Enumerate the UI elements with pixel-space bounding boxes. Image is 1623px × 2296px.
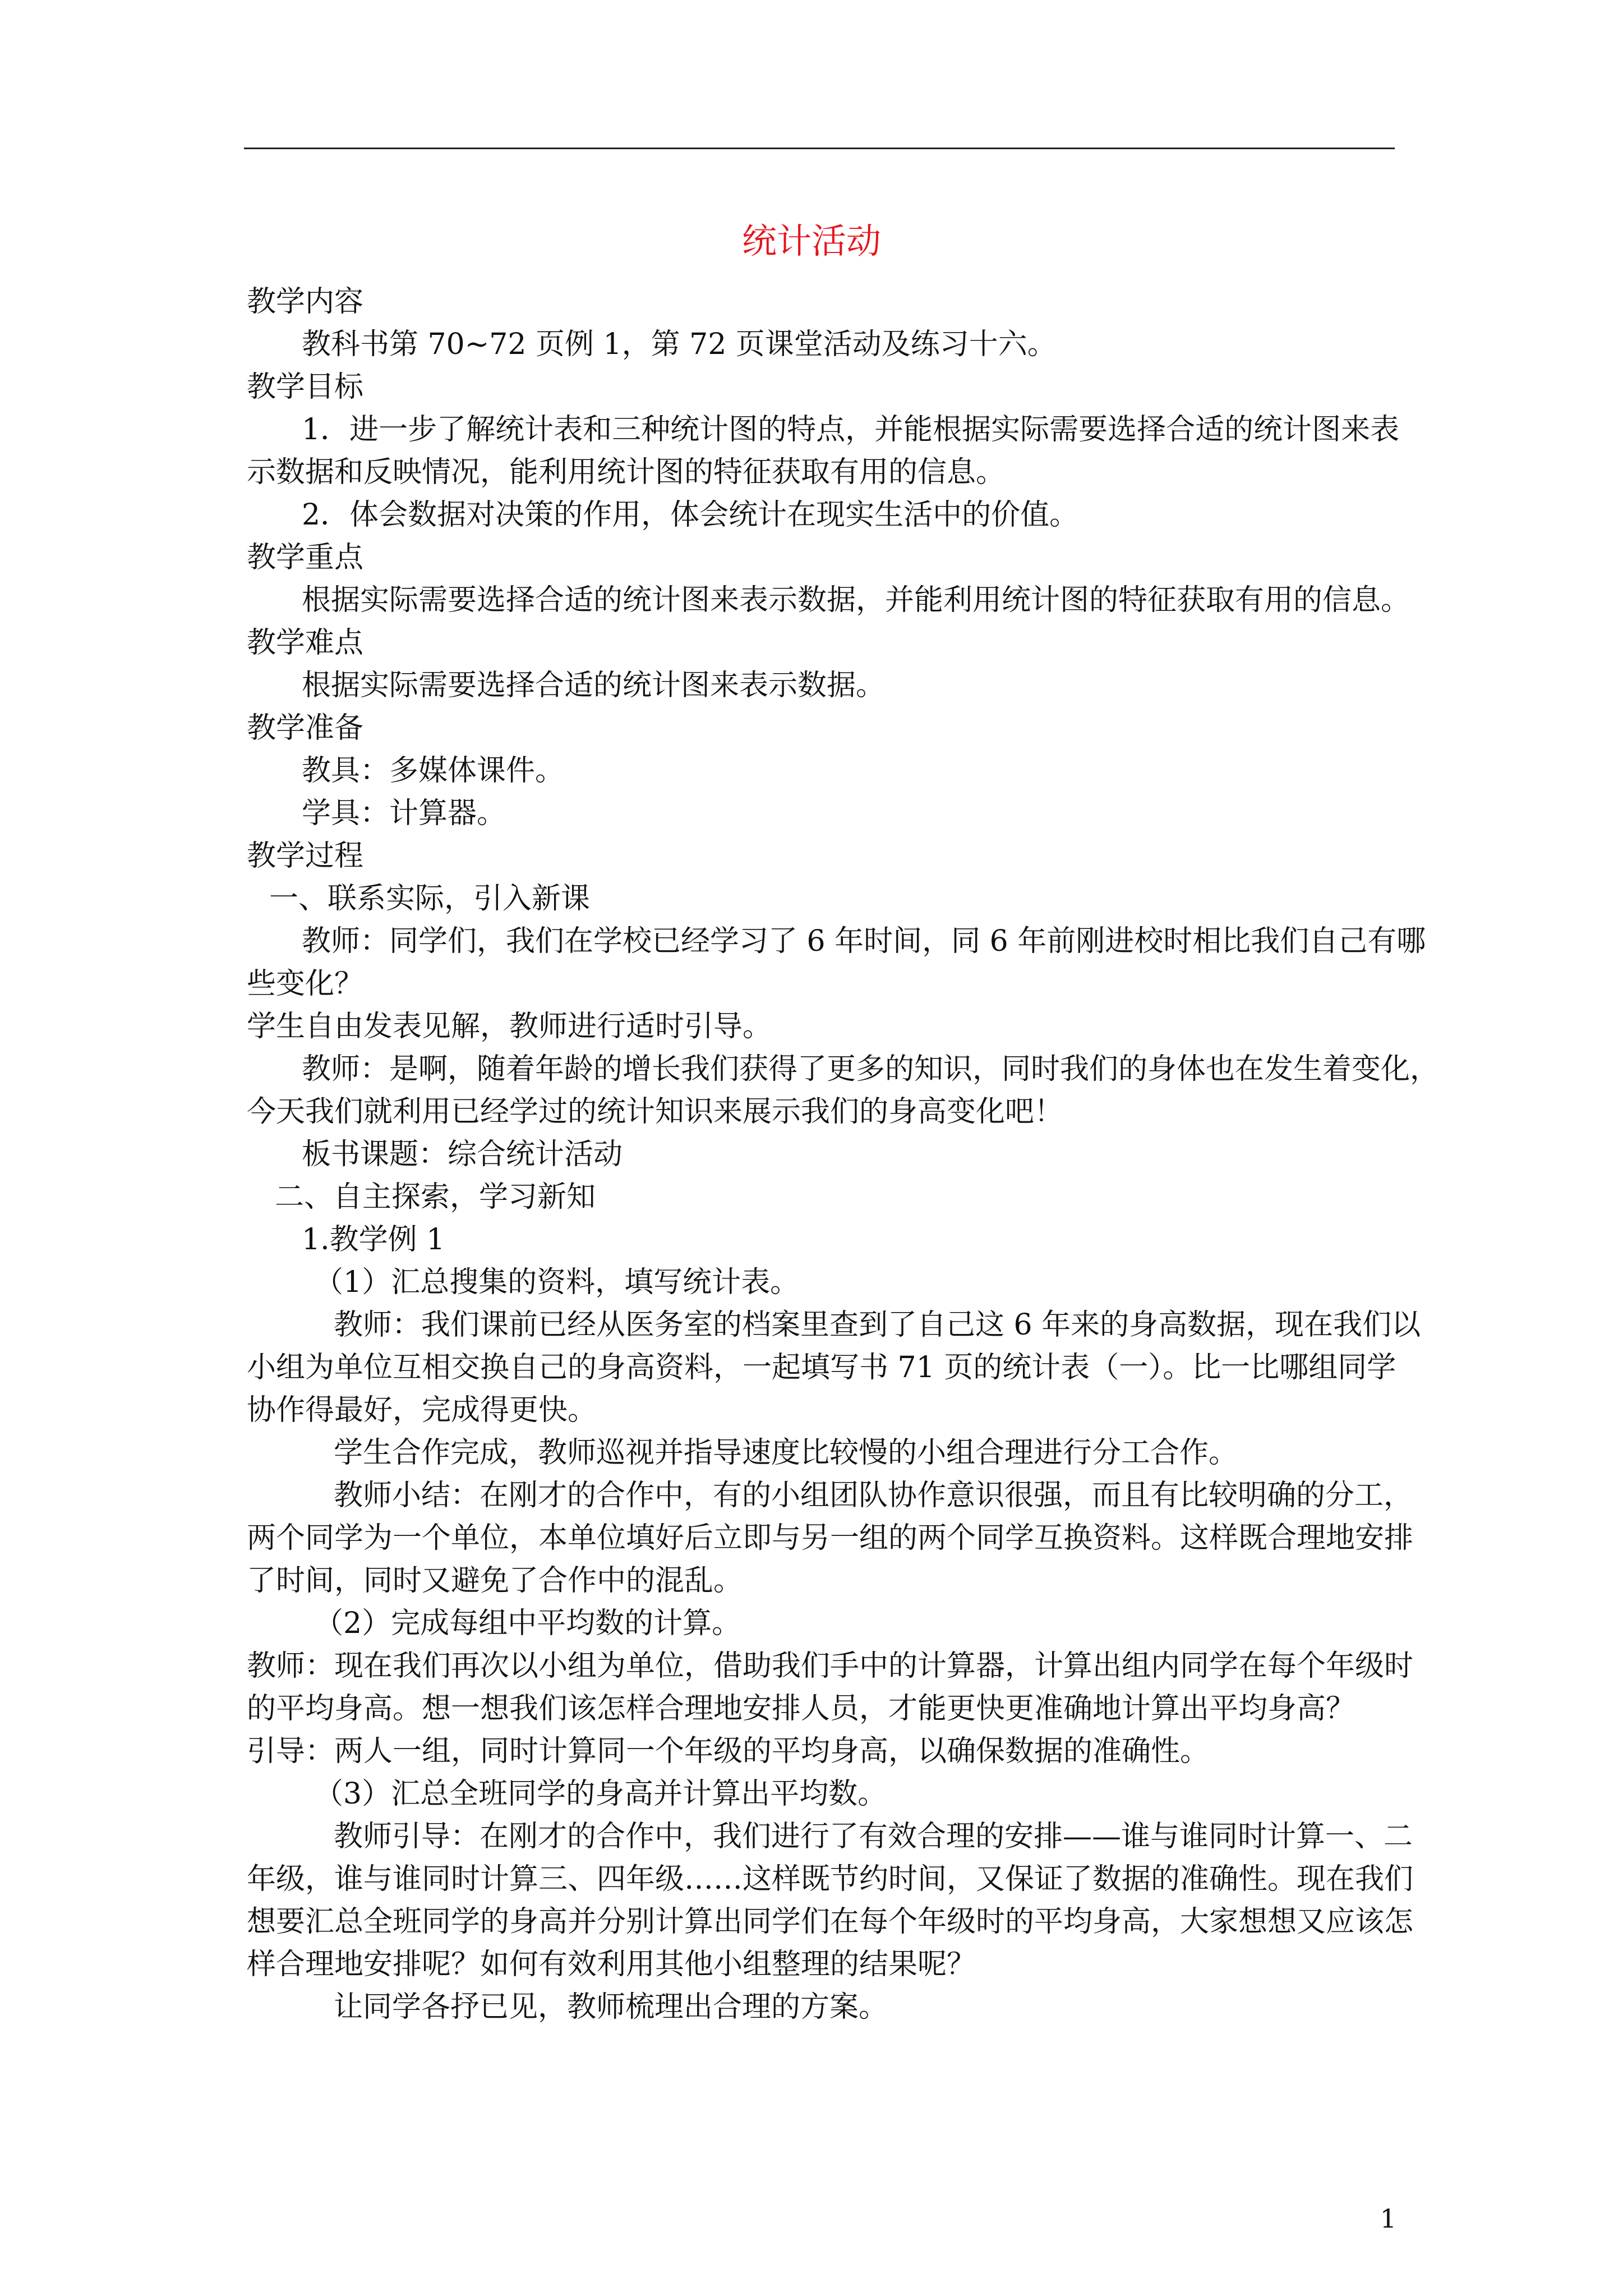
text-line: 教学准备 [247,711,364,745]
text-line: 1．进一步了解统计表和三种统计图的特点，并能根据实际需要选择合适的统计图来表 [302,413,1400,447]
text-line: 根据实际需要选择合适的统计图来表示数据，并能利用统计图的特征获取有用的信息。 [302,583,1410,617]
text-line: 学生自由发表见解，教师进行适时引导。 [247,1010,772,1043]
text-line: 2．体会数据对决策的作用，体会统计在现实生活中的价值。 [302,498,1079,532]
text-line: 教学过程 [247,839,364,873]
text-line: 一、联系实际，引入新课 [269,882,591,915]
text-line: （2）完成每组中平均数的计算。 [314,1607,741,1640]
text-line: 教师：我们课前已经从医务室的档案里查到了自己这 6 年来的身高数据，现在我们以 [334,1308,1421,1342]
text-line: 今天我们就利用已经学过的统计知识来展示我们的身高变化吧！ [247,1095,1064,1129]
text-line: 教师：是啊，随着年龄的增长我们获得了更多的知识，同时我们的身体也在发生着变化， [302,1052,1440,1086]
text-line: 样合理地安排呢？如何有效利用其他小组整理的结果呢？ [247,1948,976,1981]
text-line: 了时间，同时又避免了合作中的混乱。 [247,1564,743,1598]
text-line: 让同学各抒已见，教师梳理出合理的方案。 [334,1990,888,2024]
text-line: 教学重点 [247,541,364,574]
text-line: 协作得最好，完成得更快。 [247,1393,597,1427]
text-line: 教科书第 70~72 页例 1，第 72 页课堂活动及练习十六。 [302,328,1057,361]
text-line: 的平均身高。想一想我们该怎样合理地安排人员，才能更快更准确地计算出平均身高？ [247,1692,1355,1726]
text-line: 板书课题：综合统计活动 [302,1138,623,1171]
page-title: 统计活动 [741,220,881,261]
text-line: 示数据和反映情况，能利用统计图的特征获取有用的信息。 [247,455,1006,489]
text-line: 教学目标 [247,370,364,404]
text-line: （1）汇总搜集的资料，填写统计表。 [314,1266,800,1299]
text-line: 些变化？ [247,967,364,1001]
text-line: 学生合作完成，教师巡视并指导速度比较慢的小组合理进行分工合作。 [334,1436,1238,1470]
header-rule [244,148,1395,149]
text-line: 想要汇总全班同学的身高并分别计算出同学们在每个年级时的平均身高，大家想想又应该怎 [247,1905,1414,1939]
text-line: 教师小结：在刚才的合作中，有的小组团队协作意识很强，而且有比较明确的分工， [334,1479,1413,1512]
text-line: 教学内容 [247,285,364,319]
text-line: 年级，谁与谁同时计算三、四年级……这样既节约时间，又保证了数据的准确性。现在我们 [247,1862,1414,1896]
text-line: 教具：多媒体课件。 [302,754,565,788]
text-line: 教师：现在我们再次以小组为单位，借助我们手中的计算器，计算出组内同学在每个年级时 [247,1649,1414,1683]
text-line: 1.教学例 1 [302,1223,445,1257]
text-line: 根据实际需要选择合适的统计图来表示数据。 [302,669,886,702]
document-body [247,280,1440,2028]
text-line: 小组为单位互相交换自己的身高资料，一起填写书 71 页的统计表（一）。比一比哪组同学 [247,1351,1396,1384]
text-line: 两个同学为一个单位，本单位填好后立即与另一组的两个同学互换资料。这样既合理地安排 [247,1521,1414,1555]
text-line: （3）汇总全班同学的身高并计算出平均数。 [314,1777,887,1811]
text-line: 二、自主探索，学习新知 [275,1180,596,1214]
text-line: 引导：两人一组，同时计算同一个年级的平均身高，以确保数据的准确性。 [247,1734,1210,1768]
text-line: 学具：计算器。 [302,797,506,830]
text-line: 教师：同学们，我们在学校已经学习了 6 年时间，同 6 年前刚进校时相比我们自己有哪 [302,924,1426,958]
page-number: 1 [1380,2203,1396,2234]
text-line: 教学难点 [247,626,364,660]
text-line: 教师引导：在刚才的合作中，我们进行了有效合理的安排——谁与谁同时计算一、二 [334,1820,1413,1853]
